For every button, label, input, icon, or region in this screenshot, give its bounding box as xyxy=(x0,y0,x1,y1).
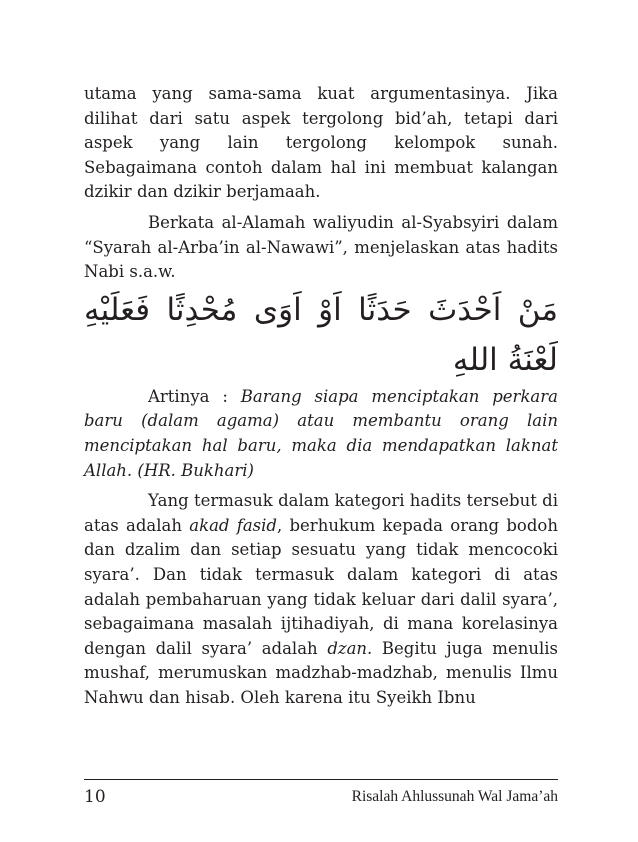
term-dzan: dzan. xyxy=(327,638,373,658)
arabic-hadith: مَنْ اَحْدَثَ حَدَثًا اَوْ اَوَى مُحْدِثًا فَعَلَيْهِ لَعْنَةُ اللهِ xyxy=(84,291,558,378)
translation-text: Barang siapa menciptakan perkara baru (dalam agama) atau membantu orang lain menciptakan hal baru, maka dia mendapatkan laknat Allah. (HR. Bukhari) xyxy=(84,386,558,480)
paragraph-4-part-b: , berhukum kepada orang bodoh dan dzalim dan setiap sesuatu yang tidak mencocoki syara’. Dan tidak termasuk dalam kategori di atas adalah pembaharuan yang tidak keluar dari dalil syara’, sebagaimana masalah ijtihadiyah, di mana korelasinya dengan dalil syara’ adalah xyxy=(84,515,558,658)
paragraph-4-part-a: Yang termasuk dalam kategori hadits tersebut di atas adalah xyxy=(84,491,558,535)
paragraph-4-part-c: Begitu juga menulis mushaf, merumuskan madzhab-madzhab, menulis Ilmu Nahwu dan hisab. Oleh karena itu Syeikh Ibnu xyxy=(84,638,558,707)
translation-label: Artinya : xyxy=(148,386,241,406)
page-number: 10 xyxy=(84,787,106,807)
paragraph-3 xyxy=(84,385,558,483)
footer-divider xyxy=(84,779,558,780)
body-text xyxy=(84,82,558,710)
paragraph-2: Berkata al-Alamah waliyudin al-Syabsyiri dalam “Syarah al-Arba’in al-Nawawi”, menjelaskan atas hadits Nabi s.a.w. xyxy=(84,212,558,282)
paragraph-1: utama yang sama-sama kuat argumentasinya. Jika dilihat dari satu aspek tergolong bid’ah, tetapi dari aspek yang lain tergolong kelompok sunah. Sebagaimana contoh dalam hal ini membuat kalangan dzikir dan dzikir berjamaah. xyxy=(84,84,558,202)
running-title: Risalah Ahlussunah Wal Jama’ah xyxy=(351,788,558,805)
term-akad-fasid: akad fasid xyxy=(189,515,277,535)
paragraph-4 xyxy=(84,489,558,710)
